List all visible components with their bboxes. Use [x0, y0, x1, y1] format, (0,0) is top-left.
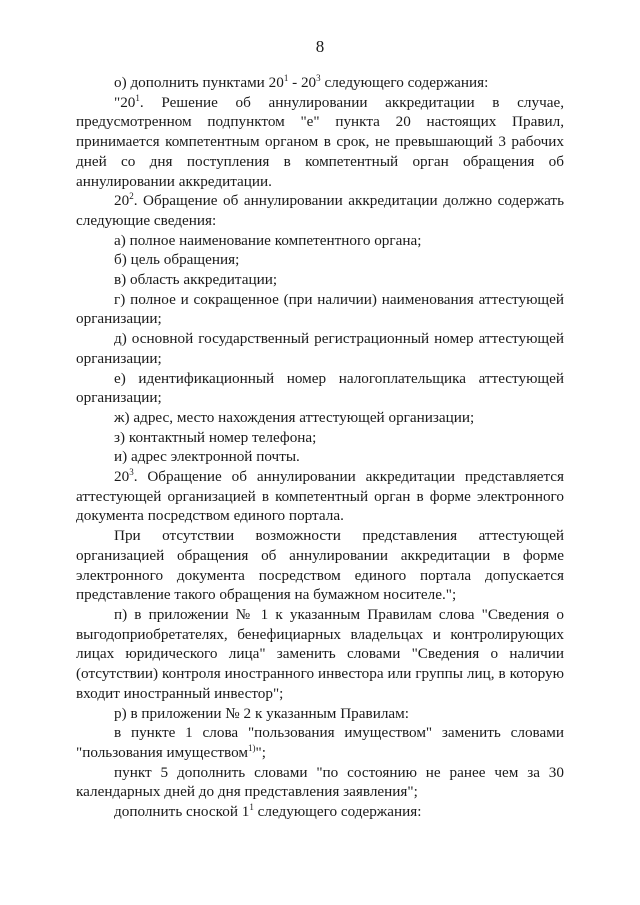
superscript: 1 — [135, 92, 140, 103]
paragraph-text: о) дополнить пунктами 20 — [114, 74, 284, 91]
paragraph-footnote — [76, 802, 564, 822]
paragraph-text: . Обращение об аннулировании аккредитации должно содержать следующие сведения: — [76, 192, 564, 229]
paragraph-point1 — [76, 723, 564, 762]
paragraph-text: - 20 — [288, 74, 317, 91]
superscript: 2 — [129, 191, 134, 202]
paragraph-o — [76, 73, 564, 93]
paragraph-text: з) контактный номер телефона; — [114, 428, 317, 446]
paragraph-a — [76, 231, 564, 251]
paragraph-v — [76, 270, 564, 290]
paragraph-p20-2 — [76, 191, 564, 230]
paragraph-text: следующего содержания: — [253, 803, 422, 821]
paragraph-p20-3 — [76, 467, 564, 526]
paragraph-text: в) область аккредитации; — [114, 271, 278, 289]
paragraph-d — [76, 329, 564, 368]
paragraph-text: пункт 5 дополнить словами "по состоянию не ранее чем за 30 календарных дней до дня представления заявления"; — [76, 763, 564, 801]
paragraph-text: 20 — [114, 468, 130, 486]
paragraph-point5 — [76, 763, 564, 802]
paragraph-text: в пункте 1 слова "пользования имуществом" заменить словами "пользования имуществом — [76, 724, 564, 761]
paragraph-r-appendix2 — [76, 704, 564, 724]
paragraph-text: . Обращение об аннулировании аккредитации представляется аттестующей организацией в компетентный орган в форме электронного документа посредством единого портала. — [76, 468, 564, 525]
paragraph-text: и) адрес электронной почты. — [114, 448, 300, 466]
paragraph-zh — [76, 408, 564, 428]
superscript: 1) — [248, 742, 256, 753]
paragraph-text: "; — [255, 743, 266, 761]
paragraph-text: п) в приложении № 1 к указанным Правилам слова "Сведения о выгодоприобретателях, бенефициарных владельцах и контролирующих лицах юридического лица" заменить словами "Сведения о наличии (отсутствии) контроля иностранного инвестора или группы лиц, в которую входит иностранный инвестор"; — [76, 605, 564, 702]
paragraph-g — [76, 290, 564, 329]
paragraph-i — [76, 447, 564, 467]
paragraph-p20-1 — [76, 93, 564, 192]
paragraph-text: следующего содержания: — [320, 74, 489, 91]
paragraph-text: ж) адрес, место нахождения аттестующей организации; — [114, 408, 475, 426]
paragraph-text: 20 — [114, 192, 130, 210]
paragraph-z — [76, 428, 564, 448]
paragraph-text: При отсутствии возможности представления аттестующей организацией обращения об аннулировании аккредитации в форме электронного документа посредством единого портала допускается представление такого обращения на бумажном носителе."; — [76, 527, 564, 604]
paragraph-text: б) цель обращения; — [114, 251, 240, 269]
paragraph-text: . Решение об аннулировании аккредитации в случае, предусмотренном подпунктом "е" пункта 20 настоящих Правил, принимается компетентным органом в срок, не превышающий 3 рабочих дней со дня поступления в компетентный орган обращения об аннулировании аккредитации. — [76, 93, 564, 190]
paragraph-text: д) основной государственный регистрационный номер аттестующей организации; — [76, 330, 564, 367]
superscript: 1 — [249, 801, 254, 812]
paragraph-text: "20 — [114, 93, 136, 111]
paragraph-e — [76, 369, 564, 408]
superscript: 3 — [316, 72, 321, 83]
superscript: 1 — [283, 72, 289, 83]
paragraph-text: г) полное и сокращенное (при наличии) наименования аттестующей организации; — [76, 290, 564, 328]
paragraph-text: а) полное наименование компетентного органа; — [114, 231, 422, 249]
document-body — [76, 73, 564, 822]
page-number: 8 — [315, 37, 325, 56]
paragraph-text: е) идентификационный номер налогоплательщика аттестующей организации; — [76, 369, 564, 407]
paragraph-text: дополнить сноской 1 — [114, 803, 250, 821]
paragraph-text: р) в приложении № 2 к указанным Правилам: — [114, 704, 409, 722]
paragraph-absence — [76, 526, 564, 605]
paragraph-b — [76, 250, 564, 270]
superscript: 3 — [129, 467, 134, 477]
paragraph-p-appendix1 — [76, 605, 564, 704]
